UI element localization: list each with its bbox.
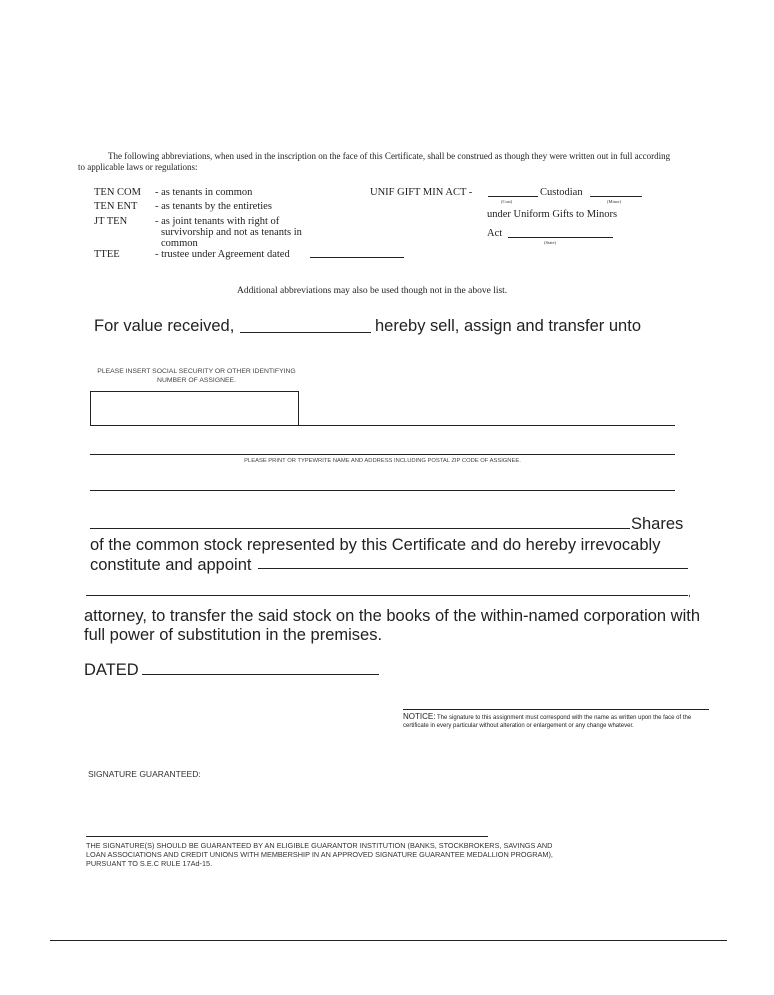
ssn-label: PLEASE INSERT SOCIAL SECURITY OR OTHER IDENTIFYING NUMBER OF ASSIGNEE. — [97, 368, 296, 384]
attorney-name-line[interactable] — [258, 568, 688, 569]
attorney-text: attorney, to transfer the said stock on the books of the within-named corporation with full power of substitution in the premises. — [84, 607, 701, 644]
assignee-name-line-2[interactable] — [90, 454, 675, 455]
under-uniform-gifts: under Uniform Gifts to Minors — [487, 209, 618, 220]
cust-line[interactable] — [488, 196, 538, 197]
abbr-meaning-jt-ten: - as joint tenants with right of survivorship and not as tenants in common — [155, 216, 302, 249]
value-received-prefix: For value received, — [94, 317, 235, 335]
date-line[interactable] — [142, 674, 379, 675]
print-name-label: PLEASE PRINT OR TYPEWRITE NAME AND ADDRESS INCLUDING POSTAL ZIP CODE OF ASSIGNEE. — [244, 458, 521, 464]
abbr-code-ten-com: TEN COM — [94, 187, 141, 198]
minor-caption: (Minor) — [607, 199, 622, 204]
signature-notice — [403, 713, 713, 730]
unif-gift-label: UNIF GIFT MIN ACT - — [370, 187, 473, 198]
value-received-suffix: hereby sell, assign and transfer unto — [375, 317, 641, 335]
act-label: Act — [487, 228, 503, 239]
ssn-input-box[interactable] — [90, 391, 299, 426]
guarantor-signature-line[interactable] — [86, 836, 488, 837]
attorney-line-comma: , — [688, 588, 691, 599]
abbreviations-intro: The following abbreviations, when used in the inscription on the face of this Certificate, shall be construed as though they were written out in full according to applicable laws or regulations: — [78, 151, 671, 172]
abbr-meaning-ten-com: - as tenants in common — [155, 187, 253, 198]
abbr-code-jt-ten: JT TEN — [94, 216, 128, 227]
signature-guaranteed-label: SIGNATURE GUARANTEED: — [88, 769, 201, 779]
abbr-code-ttee: TTEE — [94, 249, 120, 260]
bottom-rule — [50, 940, 727, 941]
assignor-line[interactable] — [240, 332, 371, 333]
cust-caption: (Cust) — [501, 199, 513, 204]
abbr-code-ten-ent: TEN ENT — [94, 201, 138, 212]
common-stock-text: of the common stock represented by this Certificate and do hereby irrevocably — [90, 536, 661, 554]
assignee-address-line[interactable] — [90, 490, 675, 491]
assignee-name-line-1[interactable] — [298, 425, 675, 426]
minor-line[interactable] — [590, 196, 642, 197]
attorney-line-2[interactable] — [86, 595, 688, 596]
custodian-label: Custodian — [540, 187, 583, 198]
signature-line[interactable] — [403, 709, 709, 710]
shares-count-line[interactable] — [90, 528, 630, 529]
notice-text: The signature to this assignment must correspond with the name as written upon the face of the certificate in every particular without alteration or enlargement or any change whatever. — [403, 715, 692, 729]
additional-abbreviations-note: Additional abbreviations may also be used though not in the above list. — [237, 286, 508, 296]
state-line[interactable] — [508, 237, 613, 238]
abbr-meaning-ttee: - trustee under Agreement dated — [155, 249, 290, 260]
shares-label: Shares — [631, 515, 684, 533]
guarantor-disclaimer: THE SIGNATURE(S) SHOULD BE GUARANTEED BY AN ELIGIBLE GUARANTOR INSTITUTION (BANKS, STOCKBROKERS, SAVINGS AND LOAN ASSOCIATIONS AND CREDIT UNIONS WITH MEMBERSHIP IN AN APPROVED SIGNATURE GUARANTEE MEDALLION PROGRAM), PURSUANT TO S.E.C RULE 17Ad-15. — [86, 841, 553, 868]
ttee-date-line[interactable] — [310, 257, 404, 258]
state-caption: (State) — [544, 240, 556, 245]
abbr-meaning-ten-ent: - as tenants by the entireties — [155, 201, 272, 212]
dated-label: DATED — [84, 661, 139, 679]
notice-label: NOTICE: — [403, 712, 436, 721]
constitute-appoint-label: constitute and appoint — [90, 556, 252, 574]
